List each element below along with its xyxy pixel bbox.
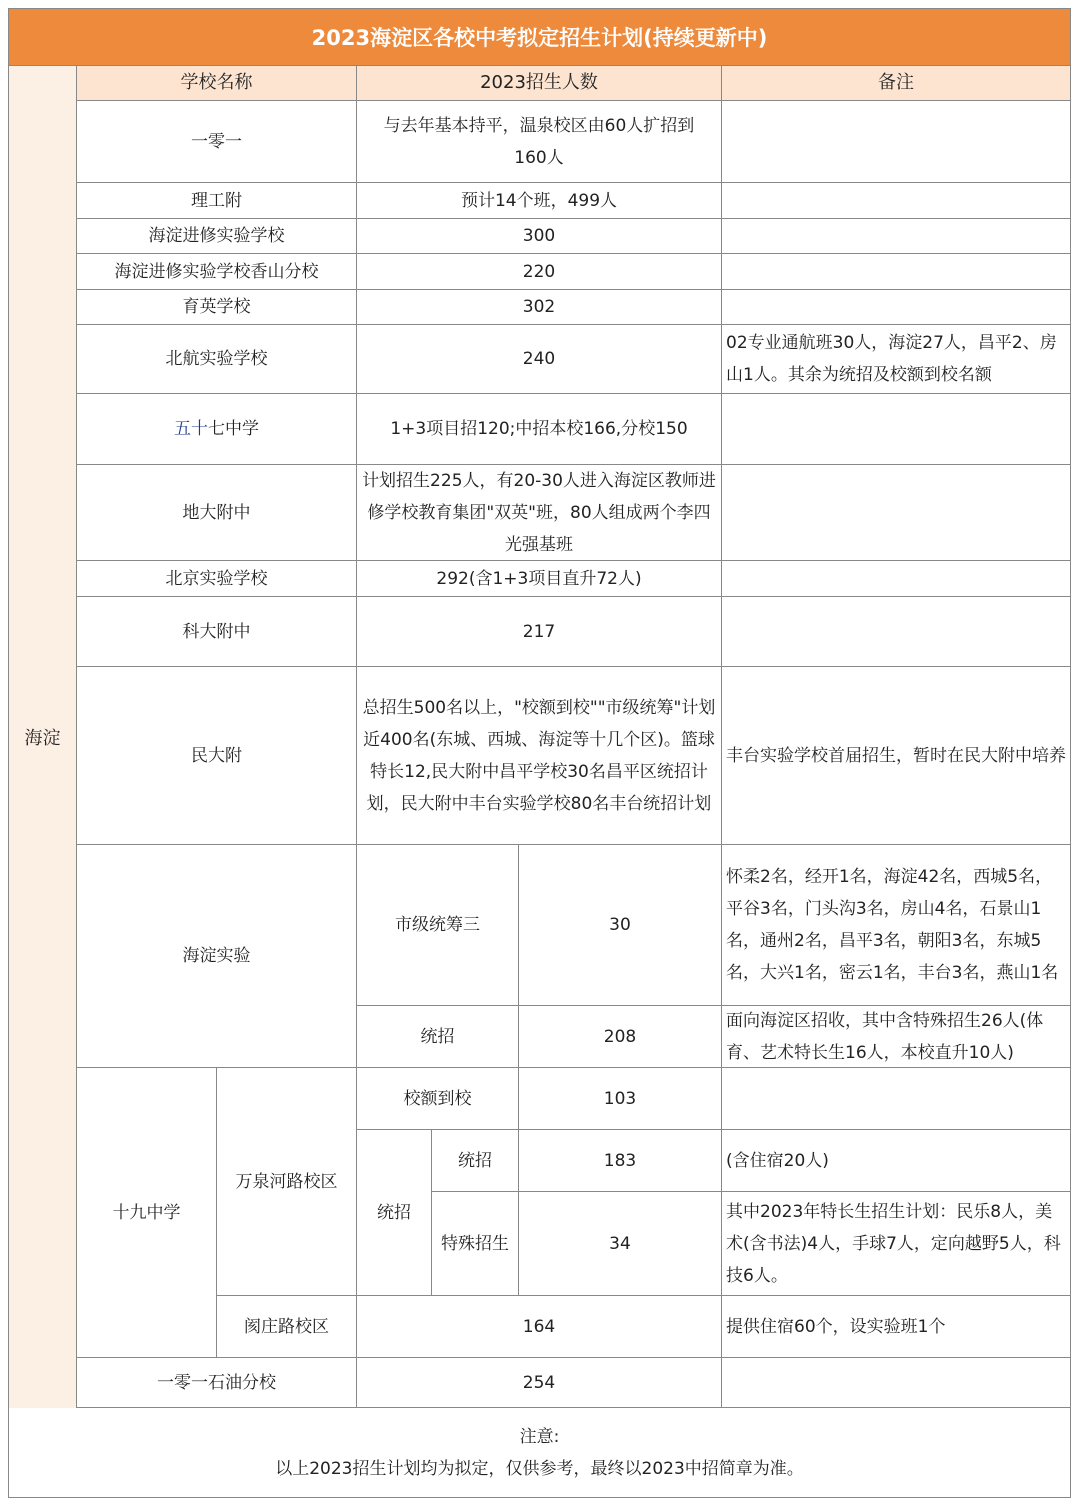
region-cell: 海淀: [9, 66, 77, 1408]
school-name: 北航实验学校: [77, 325, 357, 394]
enrollment-count: 292(含1+3项目直升72人): [357, 561, 722, 597]
sub-category: 校额到校: [357, 1068, 519, 1130]
remark: [722, 290, 1071, 325]
enrollment-count: 总招生500名以上，"校额到校""市级统筹"计划近400名(东城、西城、海淀等十几个区)。篮球特长12,民大附中昌平学校30名昌平区统招计划，民大附中丰台实验学校80名丰台统招计划: [357, 667, 722, 845]
school-name: 育英学校: [77, 290, 357, 325]
remark: [722, 1068, 1071, 1130]
remark: 其中2023年特长生招生计划：民乐8人，美术(含书法)4人，手球7人，定向越野5人，科技6人。: [722, 1192, 1071, 1296]
school-name: 地大附中: [77, 465, 357, 561]
school-name: 一零一: [77, 101, 357, 183]
enrollment-count: 302: [357, 290, 722, 325]
enrollment-count: 34: [519, 1192, 722, 1296]
campus-name: 阂庄路校区: [217, 1296, 357, 1358]
sub-category: 特殊招生: [432, 1192, 519, 1296]
school-name: 十九中学: [77, 1068, 217, 1358]
header-count: 2023招生人数: [357, 66, 722, 101]
enrollment-count: 183: [519, 1130, 722, 1192]
school-name-highlight: 五十: [174, 419, 208, 439]
school-name: 海淀实验: [77, 845, 357, 1068]
school-name: 理工附: [77, 183, 357, 219]
enrollment-count: 与去年基本持平，温泉校区由60人扩招到160人: [357, 101, 722, 183]
remark: [722, 465, 1071, 561]
remark: [722, 394, 1071, 465]
school-name-rest: 七中学: [208, 419, 259, 439]
school-name: 一零一石油分校: [77, 1358, 357, 1408]
enrollment-count: 208: [519, 1006, 722, 1068]
remark: 提供住宿60个，设实验班1个: [722, 1296, 1071, 1358]
note-text: 以上2023招生计划均为拟定，仅供参考，最终以2023中招简章为准。: [275, 1458, 804, 1479]
enrollment-count: 1+3项目招120;中招本校166,分校150: [357, 394, 722, 465]
remark: [722, 561, 1071, 597]
enrollment-count: 220: [357, 254, 722, 290]
school-name: [77, 394, 357, 465]
remark: 怀柔2名，经开1名，海淀42名，西城5名，平谷3名，门头沟3名，房山4名，石景山1名，通州2名，昌平3名，朝阳3名，东城5名，大兴1名，密云1名，丰台3名，燕山1名: [722, 845, 1071, 1006]
school-name: 北京实验学校: [77, 561, 357, 597]
sub-category: 统招: [357, 1130, 432, 1296]
school-name: 海淀进修实验学校香山分校: [77, 254, 357, 290]
remark: (含住宿20人): [722, 1130, 1071, 1192]
enrollment-count: 240: [357, 325, 722, 394]
enrollment-count: 254: [357, 1358, 722, 1408]
school-name: 科大附中: [77, 597, 357, 667]
remark: [722, 219, 1071, 254]
remark: 面向海淀区招收，其中含特殊招生26人(体育、艺术特长生16人，本校直升10人): [722, 1006, 1071, 1068]
page-title: 2023海淀区各校中考拟定招生计划(持续更新中): [8, 8, 1071, 66]
sub-category: 市级统筹三: [357, 845, 519, 1006]
enrollment-count: 30: [519, 845, 722, 1006]
enrollment-count: 预计14个班，499人: [357, 183, 722, 219]
enrollment-count: 164: [357, 1296, 722, 1358]
school-name: 民大附: [77, 667, 357, 845]
enrollment-count: 217: [357, 597, 722, 667]
enrollment-count: 300: [357, 219, 722, 254]
remark: [722, 1358, 1071, 1408]
remark: [722, 183, 1071, 219]
remark: [722, 254, 1071, 290]
header-school: 学校名称: [77, 66, 357, 101]
remark: [722, 597, 1071, 667]
enrollment-count: 计划招生225人，有20-30人进入海淀区教师进修学校教育集团"双英"班，80人组成两个李四光强基班: [357, 465, 722, 561]
enrollment-count: 103: [519, 1068, 722, 1130]
note-label: 注意:: [519, 1426, 560, 1447]
remark: 丰台实验学校首届招生，暂时在民大附中培养: [722, 667, 1071, 845]
header-remark: 备注: [722, 66, 1071, 101]
remark: 02专业通航班30人，海淀27人，昌平2、房山1人。其余为统招及校额到校名额: [722, 325, 1071, 394]
school-name: 海淀进修实验学校: [77, 219, 357, 254]
remark: [722, 101, 1071, 183]
sub-category: 统招: [357, 1006, 519, 1068]
footnote: [9, 1408, 1070, 1497]
sub-category: 统招: [432, 1130, 519, 1192]
campus-name: 万泉河路校区: [217, 1068, 357, 1296]
